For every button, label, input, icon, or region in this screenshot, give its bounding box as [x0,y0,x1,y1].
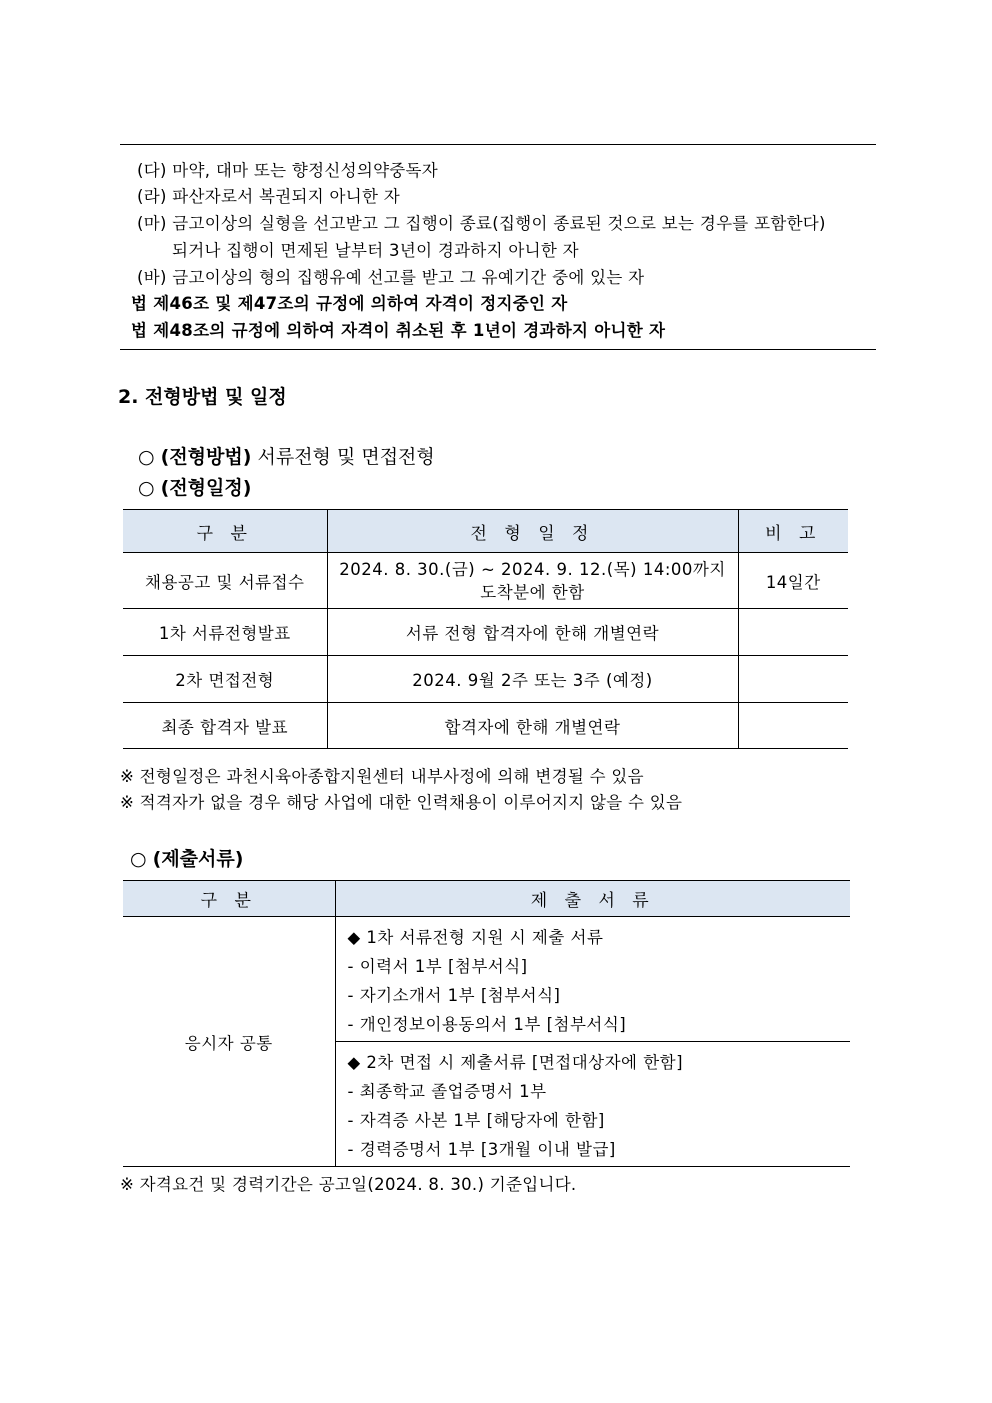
circle-bullet-icon: ○ [138,477,155,499]
section-title: 2. 전형방법 및 일정 [118,386,287,408]
list-item: - 최종학교 졸업증명서 1부 [347,1082,547,1101]
header-category: 구 분 [123,881,335,917]
disqualification-law-item: 법 제48조의 규정에 의하여 자격이 취소된 후 1년이 경과하지 아니한 자 [131,321,666,340]
row-note [738,609,848,656]
method-line [138,442,435,469]
row-category: 1차 서류전형발표 [123,609,327,656]
row-note [738,656,848,703]
list-item: - 자격증 사본 1부 [해당자에 한함] [347,1111,605,1130]
row-schedule [327,553,738,609]
list-item: - 경력증명서 1부 [3개월 이내 발급] [347,1140,616,1159]
documents-table [123,880,850,1167]
row-schedule: 2024. 9월 2주 또는 3주 (예정) [327,656,738,703]
schedule-label: (전형일정) [160,477,252,499]
schedule-note: ※ 적격자가 없을 경우 해당 사업에 대한 인력채용이 이루어지지 않을 수 있음 [120,793,683,812]
header-category: 구 분 [123,510,327,553]
circle-bullet-icon: ○ [130,848,147,870]
row-schedule-line2: 도착분에 한함 [480,582,585,602]
schedule-line [138,473,251,500]
documents-category: 응시자 공통 [123,917,335,1167]
row-category: 2차 면접전형 [123,656,327,703]
disqualification-item: (라) 파산자로서 복권되지 아니한 자 [137,187,400,206]
disqualification-item: (마) 금고이상의 실형을 선고받고 그 집행이 종료(집행이 종료된 것으로 보는 경우를 포함한다) [137,214,826,233]
table-row [123,703,848,749]
top-box-rule-bottom [120,349,876,350]
row-schedule: 서류 전형 합격자에 한해 개별연락 [327,609,738,656]
header-note: 비 고 [738,510,848,553]
table-row [123,553,848,609]
schedule-note: ※ 전형일정은 과천시육아종합지원센터 내부사정에 의해 변경될 수 있음 [120,767,644,786]
circle-bullet-icon: ○ [138,446,155,468]
row-schedule: 합격자에 한해 개별연락 [327,703,738,749]
table-row [123,656,848,703]
documents-group-title: ◆ 1차 서류전형 지원 시 제출 서류 [347,928,604,947]
row-note: 14일간 [738,553,848,609]
table-row [123,609,848,656]
disqualification-item: (바) 금고이상의 형의 집행유예 선고를 받고 그 유예기간 중에 있는 자 [137,268,645,287]
header-schedule: 전 형 일 정 [327,510,738,553]
list-item: - 개인정보이용동의서 1부 [첨부서식] [347,1015,627,1034]
list-item: - 이력서 1부 [첨부서식] [347,957,528,976]
documents-label: (제출서류) [152,848,244,870]
disqualification-law-item: 법 제46조 및 제47조의 규정에 의하여 자격이 정지중인 자 [131,294,568,313]
row-category: 채용공고 및 서류접수 [123,553,327,609]
disqualification-item-continued: 되거나 집행이 면제된 날부터 3년이 경과하지 아니한 자 [172,241,579,260]
documents-group-title: ◆ 2차 면접 시 제출서류 [면접대상자에 한함] [347,1053,684,1072]
list-item: - 자기소개서 1부 [첨부서식] [347,986,561,1005]
documents-group-first [335,917,850,1042]
documents-group-second [335,1042,850,1167]
method-label: (전형방법) [160,446,252,468]
footer-note: ※ 자격요건 및 경력기간은 공고일(2024. 8. 30.) 기준입니다. [120,1175,577,1194]
row-note [738,703,848,749]
top-box-rule-top [120,144,876,145]
row-schedule-line1: 2024. 8. 30.(금) ~ 2024. 9. 12.(목) 14:00까지 [339,559,726,579]
header-documents: 제 출 서 류 [335,881,850,917]
method-value: 서류전형 및 면접전형 [257,446,435,468]
disqualification-item: (다) 마약, 대마 또는 향정신성의약중독자 [137,161,439,180]
schedule-table [123,509,848,749]
row-category: 최종 합격자 발표 [123,703,327,749]
documents-line [130,844,243,871]
